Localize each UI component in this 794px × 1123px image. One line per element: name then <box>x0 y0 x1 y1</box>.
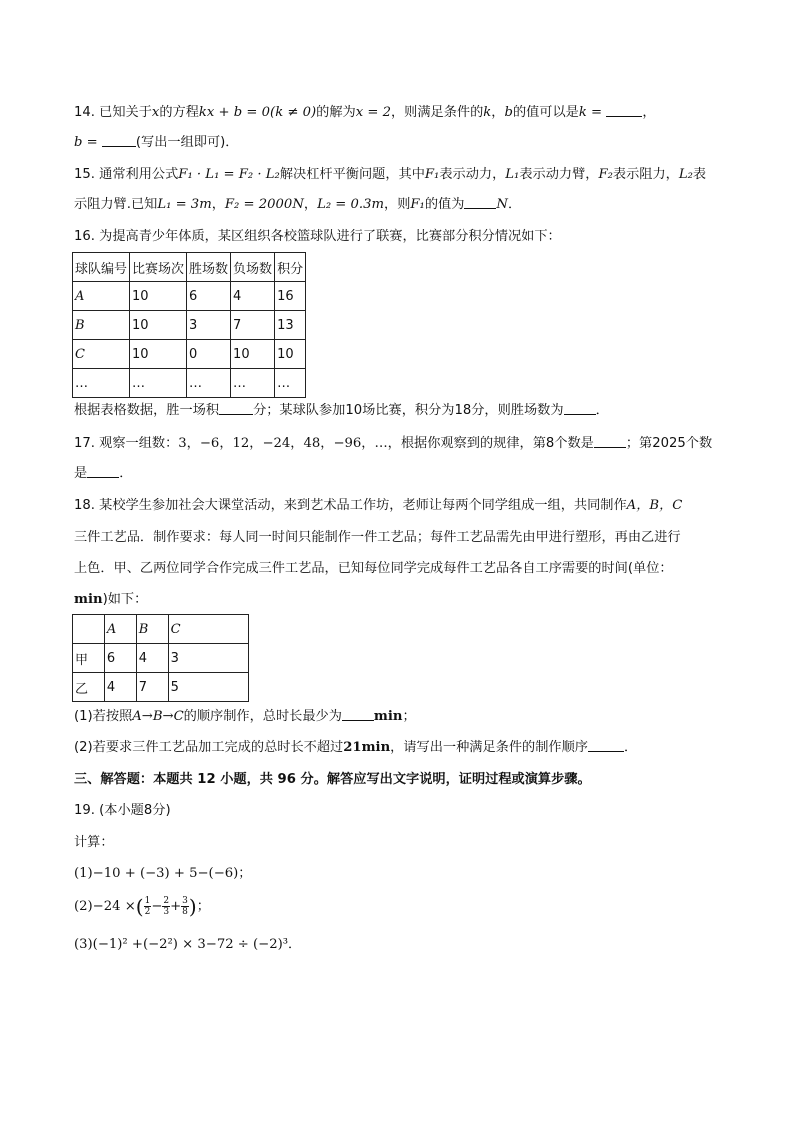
text: 解决杠杆平衡问题，其中 <box>279 167 425 182</box>
table-row <box>73 644 249 673</box>
q19-title: 19. (本小题8分) <box>74 803 171 818</box>
denominator: 2 <box>144 907 151 917</box>
table-cell: 3 <box>168 644 248 673</box>
text: 示阻力臂.已知 <box>74 197 158 212</box>
q18-sub2 <box>74 738 724 758</box>
table-header-cell: 负场数 <box>231 253 275 282</box>
math-sequence: 3，−6，12，−24，48，−96，… <box>178 436 388 451</box>
answer-blank[interactable] <box>342 708 374 721</box>
text: 是 <box>74 466 88 481</box>
text: 18. 某校学生参加社会大课堂活动，来到艺术品工作坊，老师让每两个同学组成一组，共同制作 <box>74 498 627 513</box>
table-header-cell: 胜场数 <box>187 253 231 282</box>
text: 的顺序制作，总时长最少为 <box>183 709 342 724</box>
q16-score-table <box>72 252 306 398</box>
table-header-row <box>73 253 306 282</box>
answer-blank[interactable] <box>564 402 596 415</box>
answer-blank[interactable] <box>102 134 136 147</box>
q15-line2 <box>74 195 724 215</box>
math-equation: kx + b = 0(k ≠ 0) <box>198 105 317 120</box>
q19-part2 <box>74 896 724 917</box>
table-cell: 16 <box>275 282 306 311</box>
table-cell: … <box>73 369 130 398</box>
q18-time-table <box>72 614 249 702</box>
math-var: L₁ <box>505 167 520 182</box>
text: ；第2025个数 <box>625 436 713 451</box>
math-given: L₂ = 0.3m <box>317 197 385 212</box>
table-row <box>73 340 306 369</box>
math-var: F₂ <box>598 167 613 182</box>
answer-blank[interactable] <box>464 196 496 209</box>
text: 根据表格数据，胜一场积 <box>74 403 220 418</box>
text: ，则 <box>384 197 411 212</box>
math-expr: b = <box>74 135 102 150</box>
table-cell: C <box>73 340 130 369</box>
table-cell: 乙 <box>73 673 105 702</box>
text: ，则满足条件的 <box>390 105 484 120</box>
text: ， <box>491 105 505 120</box>
q17-line2 <box>74 464 724 484</box>
table-cell: 10 <box>130 340 187 369</box>
math-expr: k = <box>578 105 607 120</box>
operator: − <box>151 899 163 914</box>
table-cell: 甲 <box>73 644 105 673</box>
answer-blank[interactable] <box>594 435 626 448</box>
table-header-cell: 比赛场次 <box>130 253 187 282</box>
q19-calc-label: 计算： <box>74 835 114 850</box>
table-cell: … <box>130 369 187 398</box>
table-cell: 4 <box>231 282 275 311</box>
q18-sub1 <box>74 707 724 727</box>
table-cell: 10 <box>231 340 275 369</box>
table-cell: … <box>231 369 275 398</box>
text: (2)−24 × <box>74 899 136 914</box>
text: ，请写出一种满足条件的制作顺序 <box>390 740 588 755</box>
table-header-cell <box>73 615 105 644</box>
text: 表示动力， <box>439 167 506 182</box>
fraction <box>181 896 189 917</box>
q18-line2: 三件工艺品．制作要求：每人同一时间只能制作一件工艺品；每件工艺品需先由甲进行塑形，再由乙进行 <box>74 530 681 545</box>
table-header-cell: 积分 <box>275 253 306 282</box>
math-formula: F₁ · L₁ = F₂ · L₂ <box>178 167 280 182</box>
table-cell: 4 <box>104 673 136 702</box>
q19-part3: (3)(−1)² +(−2²) × 3−72 ÷ (−2)³． <box>74 937 302 952</box>
math-var: x <box>151 105 160 120</box>
answer-blank[interactable] <box>87 465 119 478</box>
table-cell: 4 <box>136 644 168 673</box>
table-header-cell: A <box>104 615 136 644</box>
text: ； <box>196 899 210 914</box>
math-var: L₂ <box>678 167 693 182</box>
q16-after <box>74 401 724 421</box>
text: (写出一组即可)． <box>135 135 239 150</box>
math-order: A→B→C <box>132 709 184 724</box>
text: ， <box>642 105 656 120</box>
q19-part1: (1)−10 + (−3) + 5−(−6)； <box>74 866 252 881</box>
table-cell: 10 <box>130 282 187 311</box>
math-given: L₁ = 3m <box>157 197 212 212</box>
table-row <box>73 282 306 311</box>
denominator: 8 <box>182 907 188 917</box>
table-cell: A <box>73 282 130 311</box>
text: ，根据你观察到的规律，第8个数是 <box>387 436 594 451</box>
table-cell: 13 <box>275 311 306 340</box>
q15-line1 <box>74 165 724 185</box>
table-cell: 10 <box>130 311 187 340</box>
text: 的解为 <box>316 105 356 120</box>
text: 分；某球队参加10场比赛，积分为18分，则胜场数为 <box>253 403 564 418</box>
fraction <box>162 896 170 917</box>
text: 的值可以是 <box>512 105 579 120</box>
table-cell: 6 <box>104 644 136 673</box>
math-var: k <box>483 105 492 120</box>
table-cell: … <box>187 369 231 398</box>
text: (2)若要求三件工艺品加工完成的总时长不超过 <box>74 740 344 755</box>
table-cell: 7 <box>231 311 275 340</box>
text: 15. 通常利用公式 <box>74 167 179 182</box>
answer-blank[interactable] <box>219 402 253 415</box>
text: 表 <box>692 167 707 182</box>
answer-blank[interactable] <box>588 739 624 752</box>
text: )如下： <box>102 592 148 607</box>
q18-line1 <box>74 496 724 516</box>
text: ， <box>211 197 225 212</box>
table-row <box>73 673 249 702</box>
numerator: 1 <box>144 896 151 906</box>
table-cell: … <box>275 369 306 398</box>
math-var: F₁ <box>410 197 425 212</box>
q18-line4 <box>74 590 724 610</box>
q17-line1 <box>74 434 724 454</box>
table-header-cell: 球队编号 <box>73 253 130 282</box>
text: 表示阻力， <box>612 167 679 182</box>
denominator: 3 <box>163 907 170 917</box>
table-header-cell: B <box>136 615 168 644</box>
q14-line1 <box>74 103 724 123</box>
numerator: 2 <box>163 896 170 906</box>
answer-blank[interactable] <box>606 104 642 117</box>
q18-line3: 上色．甲、乙两位同学合作完成三件工艺品，已知每位同学完成每件工艺品各自工序需要的时间(单位： <box>74 561 673 576</box>
q16-intro: 16. 为提高青少年体质，某区组织各校篮球队进行了联赛，比赛部分积分情况如下： <box>74 229 561 244</box>
math-solution: x = 2 <box>355 105 391 120</box>
paren-left: ( <box>135 894 144 919</box>
math-vars: A，B，C <box>626 498 683 513</box>
table-header-cell: C <box>168 615 248 644</box>
math-var: F₁ <box>424 167 440 182</box>
math-unit: min <box>74 592 103 607</box>
numerator: 3 <box>182 896 188 906</box>
text: 的值为 <box>424 197 465 212</box>
text: 表示动力臂， <box>519 167 599 182</box>
q14-line2 <box>74 133 724 153</box>
table-cell: 3 <box>187 311 231 340</box>
text: ． <box>119 466 133 481</box>
text: ． <box>623 740 638 755</box>
table-row <box>73 369 306 398</box>
text: ； <box>402 709 416 724</box>
text: 14. 已知关于 <box>74 105 152 120</box>
text: ． <box>507 197 522 212</box>
math-limit: 21min <box>343 740 391 755</box>
math-var: b <box>504 105 513 120</box>
table-cell: 10 <box>275 340 306 369</box>
math-given: F₂ = 2000N <box>224 197 304 212</box>
table-cell: 7 <box>136 673 168 702</box>
table-cell: 0 <box>187 340 231 369</box>
text: ， <box>303 197 318 212</box>
table-cell: 6 <box>187 282 231 311</box>
text: 17. 观察一组数： <box>74 436 179 451</box>
table-cell: 5 <box>168 673 248 702</box>
table-cell: B <box>73 311 130 340</box>
table-header-row <box>73 615 249 644</box>
table-row <box>73 311 306 340</box>
math-unit: N <box>496 197 508 212</box>
text: ． <box>595 403 609 418</box>
math-unit: min <box>373 709 403 724</box>
section-three-heading: 三、解答题：本题共 12 小题，共 96 分。解答应写出文字说明，证明过程或演算步骤。 <box>74 772 591 787</box>
text: (1)若按照 <box>74 709 133 724</box>
paren-right: ) <box>188 894 197 919</box>
text: 的方程 <box>159 105 199 120</box>
operator: + <box>170 899 182 914</box>
